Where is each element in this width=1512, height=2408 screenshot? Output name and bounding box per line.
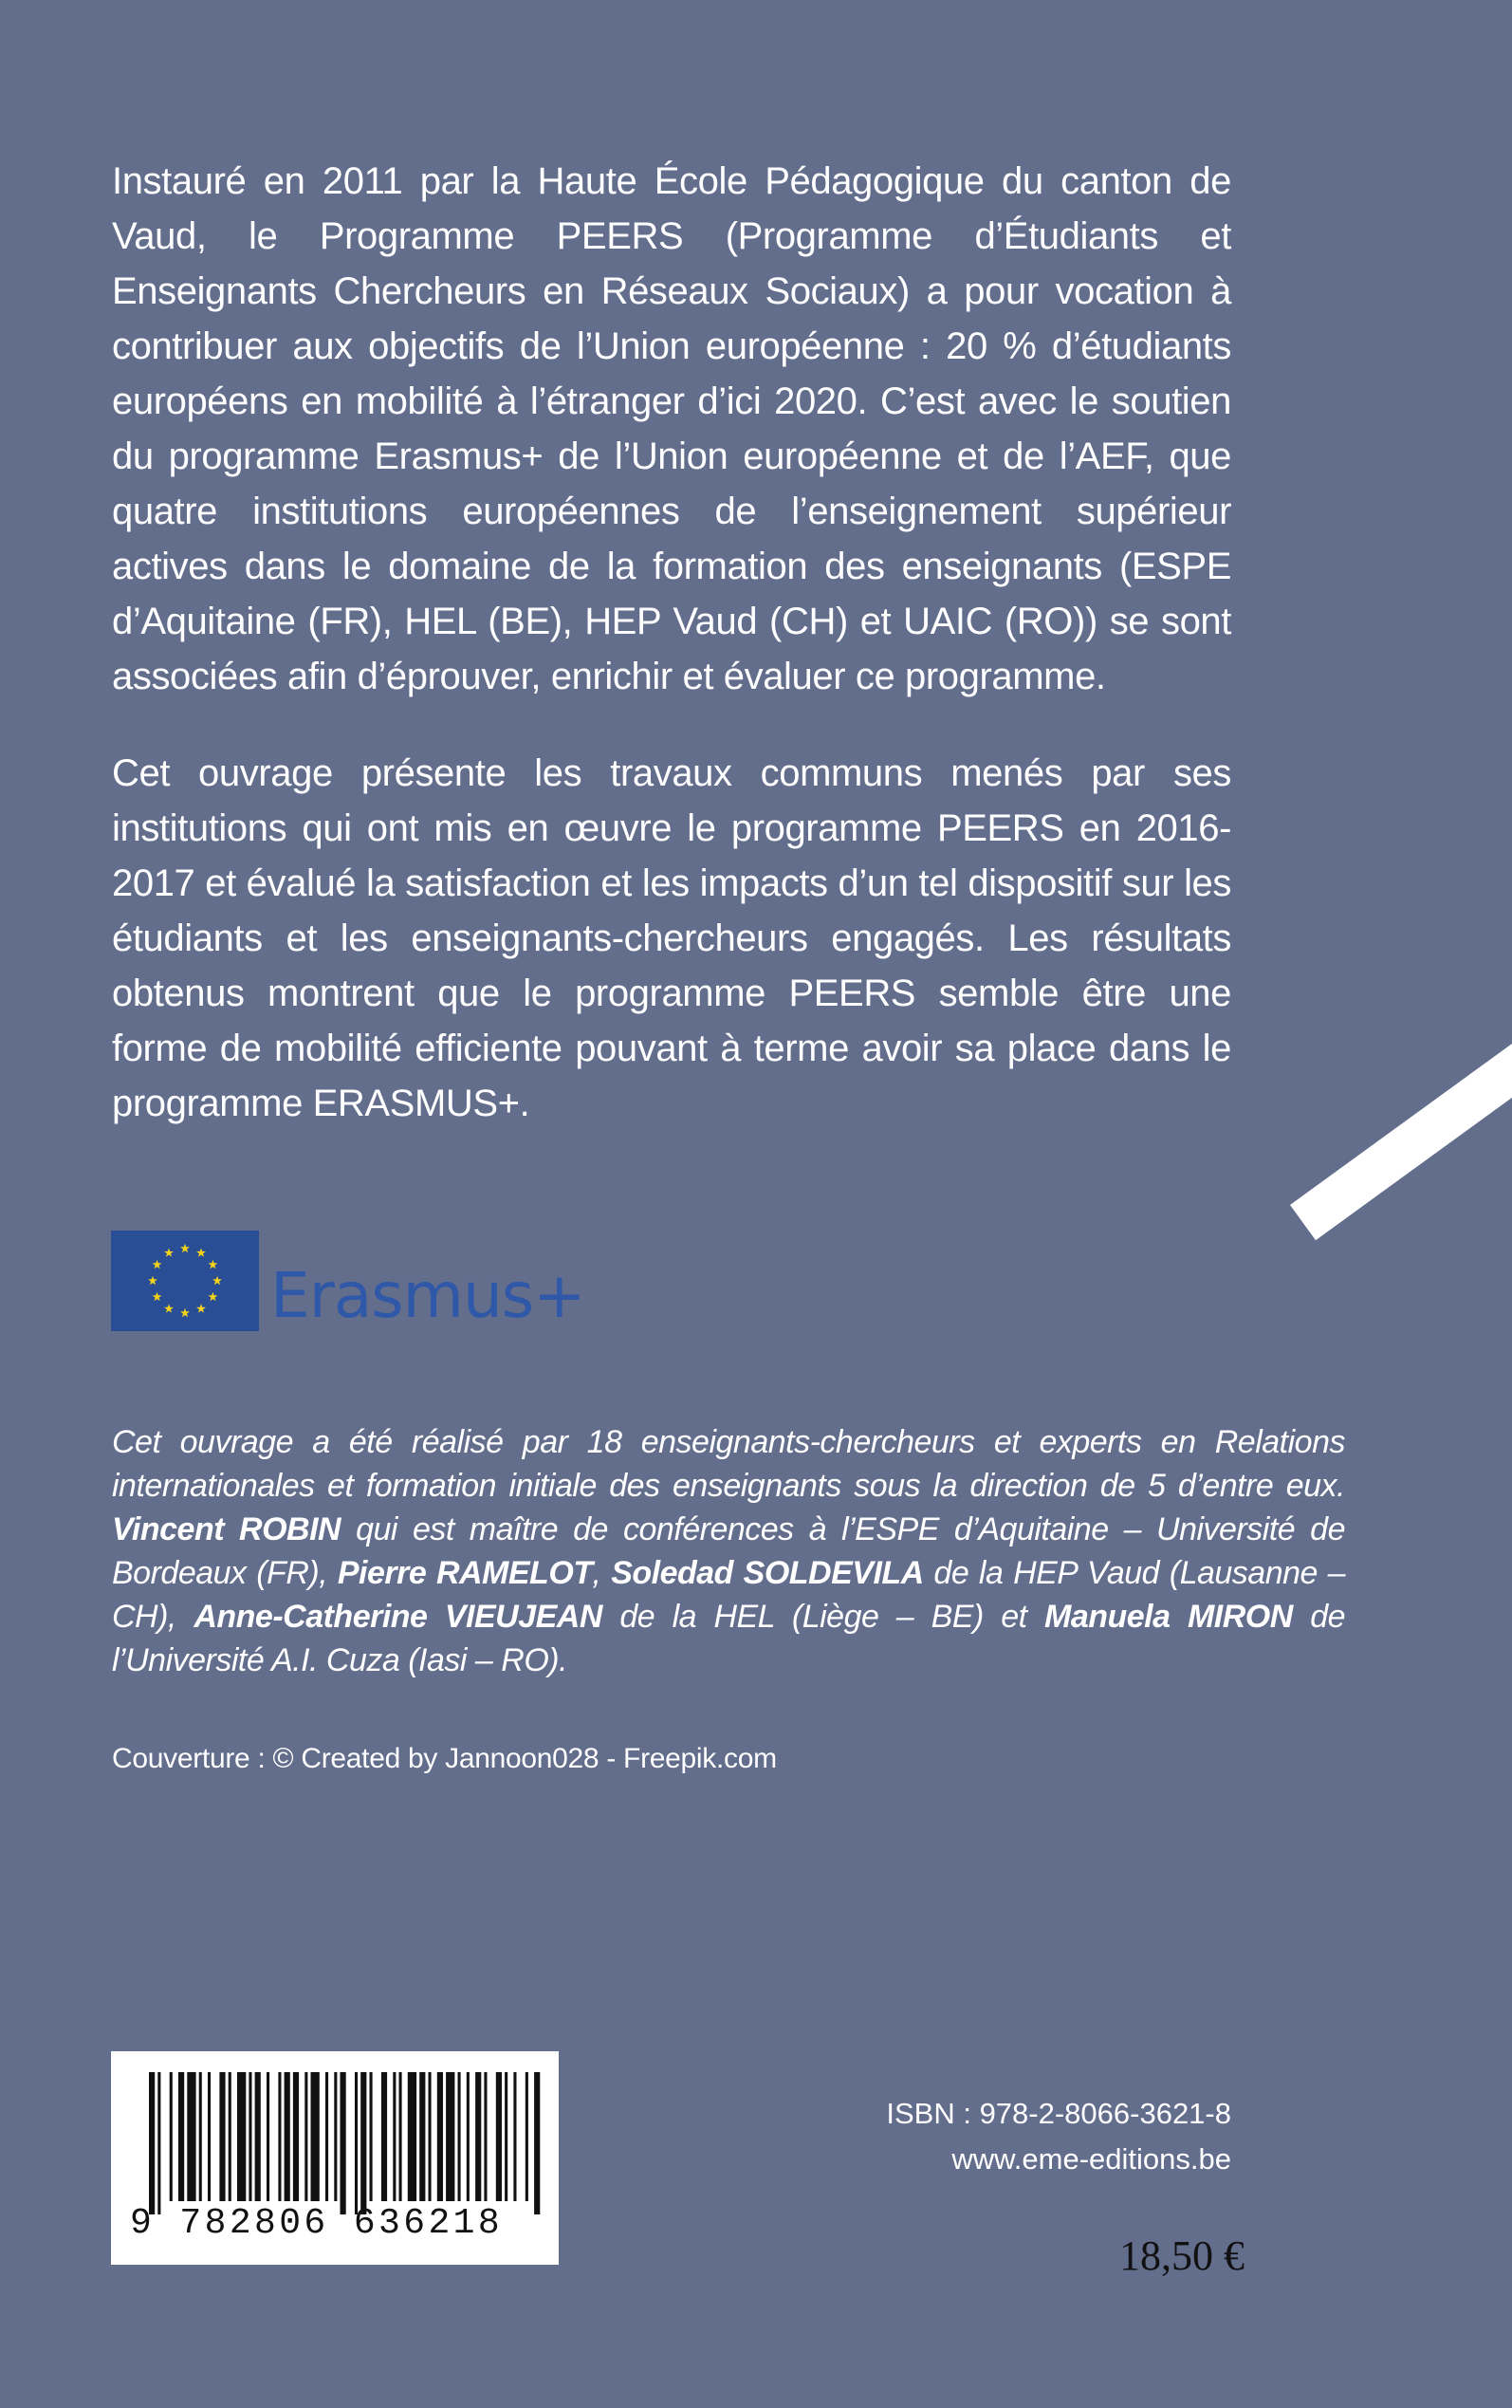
author-1-affiliation: qui est maître de conférences à l’ESPE d’Aquitaine – Université de Bordeaux (FR), xyxy=(112,1511,1345,1591)
barcode-bar xyxy=(334,2072,337,2201)
eu-star-icon xyxy=(148,1276,157,1285)
eu-stars xyxy=(111,1231,259,1331)
summary-text xyxy=(112,154,1231,1131)
barcode-bar xyxy=(325,2072,328,2201)
barcode-bar xyxy=(255,2072,261,2201)
barcode-bar xyxy=(484,2072,487,2201)
authors-credits xyxy=(112,1420,1345,1682)
summary-paragraph-1: Instauré en 2011 par la Haute École Pédagogique du canton de Vaud, le Programme PEERS (Programme d’Étudiants et Enseignants Chercheurs en Réseaux Sociaux) a pour vocation à contribuer aux objectifs de l’Union européenne : 20 % d’étudiants européens en mobilité à l’étranger d’ici 2020. C’est avec le soutien du programme Erasmus+ de l’Union européenne et de l’AEF, que quatre institutions européennes de l’enseignement supérieur actives dans le domaine de la formation des enseignants (ESPE d’Aquitaine (FR), HEL (BE), HEP Vaud (CH) et UAIC (RO)) se sont associées afin d’éprouver, enrichir et évaluer ce programme. xyxy=(112,160,1231,697)
author-soledad-soldevila: Soledad SOLDEVILA xyxy=(611,1555,924,1591)
erasmus-wordmark: Erasmus+ xyxy=(270,1259,585,1332)
barcode-bar xyxy=(293,2072,299,2201)
erasmus-plus-logo xyxy=(111,1231,584,1331)
barcode-bar xyxy=(475,2072,481,2201)
barcode-bar xyxy=(381,2072,387,2201)
eu-star-icon xyxy=(209,1292,218,1301)
barcode-bar xyxy=(311,2072,320,2201)
barcode-bar xyxy=(249,2072,251,2201)
eu-star-icon xyxy=(209,1260,218,1269)
isbn-barcode xyxy=(111,2051,559,2265)
barcode-bar xyxy=(237,2072,246,2201)
barcode-bar xyxy=(229,2072,231,2201)
author-4-affiliation: de la HEL (Liège – BE) et xyxy=(619,1599,1027,1635)
barcode-bar xyxy=(437,2072,443,2201)
barcode-bar xyxy=(208,2072,211,2201)
author-separator: , xyxy=(592,1555,601,1591)
barcode-bar xyxy=(496,2072,502,2201)
eu-star-icon xyxy=(196,1248,206,1256)
barcode-bar xyxy=(360,2072,366,2214)
credits-intro: Cet ouvrage a été réalisé par 18 enseignants-chercheurs et experts en Relations internationales et formation initiale des enseignants sous la direction de 5 d’entre eux. xyxy=(112,1424,1345,1504)
barcode-bar xyxy=(370,2072,373,2201)
authors-2-3-affiliation: de la HEP Vaud (Lausanne – CH), xyxy=(112,1555,1346,1635)
barcode-bar xyxy=(429,2072,432,2201)
barcode-bar xyxy=(534,2072,540,2214)
barcode-bar xyxy=(505,2072,507,2201)
barcode-bar xyxy=(178,2072,184,2201)
eu-star-icon xyxy=(164,1304,174,1312)
eu-flag-icon xyxy=(111,1231,259,1331)
barcode-bar xyxy=(304,2072,307,2201)
barcode-bar xyxy=(467,2072,470,2201)
eu-star-icon xyxy=(196,1304,206,1312)
isbn-number: ISBN : 978-2-8066-3621-8 xyxy=(886,2097,1231,2130)
barcode-bar xyxy=(513,2072,516,2201)
author-5-affiliation: de l’Université A.I. Cuza (Iasi – RO). xyxy=(112,1599,1346,1678)
summary-paragraph-2: Cet ouvrage présente les travaux communs menés par ses institutions qui ont mis en œuvre le programme PEERS en 2016-2017 et évalué la satisfaction et les impacts d’un tel dispositif sur les étudiants et les enseignants-chercheurs engagés. Les résultats obtenus montrent que le programme PEERS semble être une forme de mobilité efficiente pouvant à terme avoir sa place dans le programme ERASMUS+. xyxy=(112,752,1231,1124)
publisher-website: www.eme-editions.be xyxy=(951,2142,1231,2176)
eu-star-icon xyxy=(212,1276,222,1285)
eu-star-icon xyxy=(180,1308,190,1317)
barcode-digits: 9 782806 636218 xyxy=(130,2203,504,2244)
barcode-bar xyxy=(157,2072,160,2214)
barcode-bar xyxy=(187,2072,195,2201)
barcode-bar xyxy=(149,2072,155,2214)
barcode-bar xyxy=(526,2072,528,2201)
barcode-bar xyxy=(219,2072,225,2201)
author-pierre-ramelot: Pierre RAMELOT xyxy=(337,1555,593,1591)
barcode-bar xyxy=(341,2072,346,2214)
cover-credit: Couverture : © Created by Jannoon028 - Freepik.com xyxy=(112,1743,777,1774)
barcode-bar xyxy=(355,2072,358,2214)
barcode-bar xyxy=(399,2072,402,2201)
eu-star-icon xyxy=(153,1292,162,1301)
eu-star-icon xyxy=(180,1244,190,1252)
barcode-bar xyxy=(408,2072,416,2201)
barcode-bar xyxy=(267,2072,269,2201)
barcode-bar xyxy=(446,2072,454,2201)
decorative-white-stripe xyxy=(1290,993,1512,1241)
barcode-bar xyxy=(170,2072,173,2201)
barcode-bar xyxy=(419,2072,425,2201)
barcode-bar xyxy=(199,2072,202,2201)
author-anne-catherine-vieujean: Anne-Catherine VIEUJEAN xyxy=(194,1599,602,1635)
price: 18,50 € xyxy=(1119,2232,1245,2279)
barcode-bar xyxy=(458,2072,461,2201)
author-vincent-robin: Vincent ROBIN xyxy=(112,1511,341,1547)
barcode-bar xyxy=(278,2072,281,2201)
eu-star-icon xyxy=(164,1248,174,1256)
author-manuela-miron: Manuela MIRON xyxy=(1044,1599,1293,1635)
barcode-bar xyxy=(285,2072,290,2201)
barcode-bar xyxy=(393,2072,396,2201)
eu-star-icon xyxy=(153,1260,162,1269)
